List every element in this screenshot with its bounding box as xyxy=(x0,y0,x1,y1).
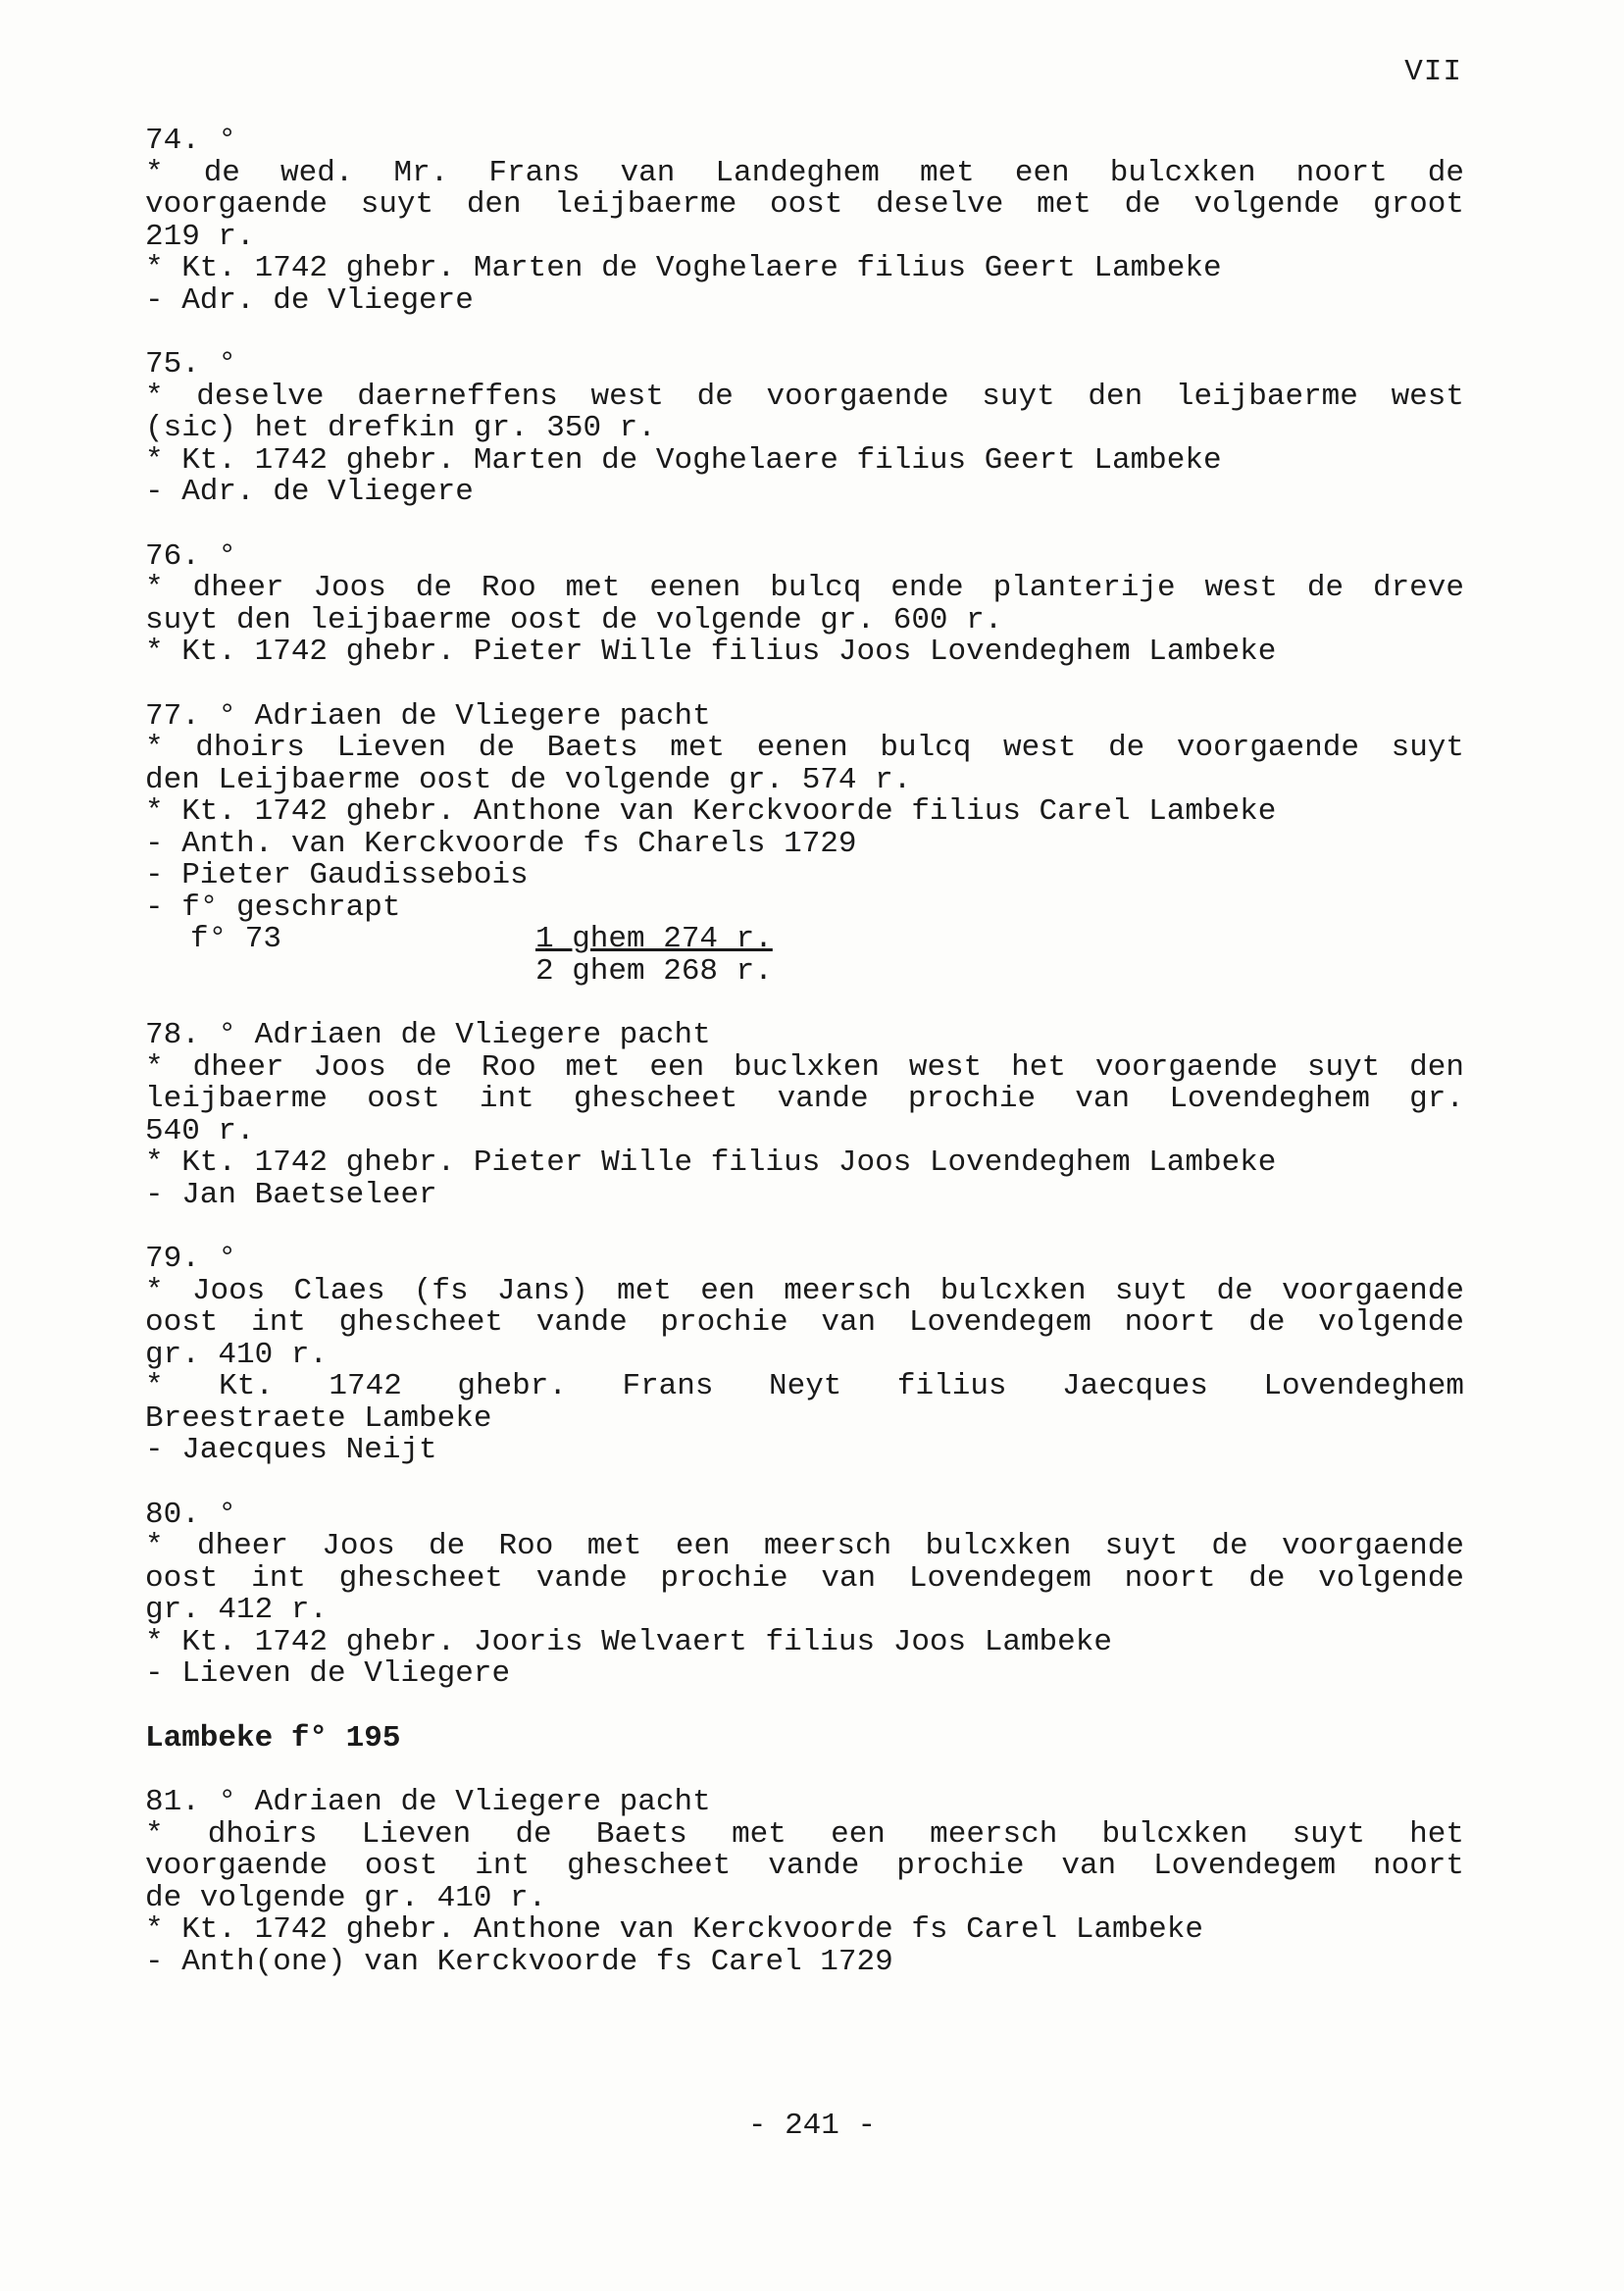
entry-line: * Kt. 1742 ghebr. Marten de Voghelaere filius Geert Lambeke xyxy=(145,251,1222,285)
entry-number: 74. ° xyxy=(145,124,237,158)
entry-line: - Lieven de Vliegere xyxy=(145,1656,511,1691)
entry-line: * dhoirs Lieven de Baets met een meersch bulcxken suyt het xyxy=(145,1816,1464,1852)
entry-line: * Kt. 1742 ghebr. Anthone van Kerckvoorde filius Carel Lambeke xyxy=(145,794,1277,829)
entry-79 xyxy=(145,1244,1464,1467)
entry-line: - Pieter Gaudissebois xyxy=(145,858,529,892)
entry-78 xyxy=(145,1020,1464,1211)
entry-75 xyxy=(145,349,1464,509)
area-sum-total: 2 ghem 268 r. xyxy=(535,953,773,989)
area-sum-line: 1 ghem 274 r. xyxy=(535,922,773,956)
entry-line: * de wed. Mr. Frans van Landeghem met een bulcxken noort de xyxy=(145,155,1464,190)
entry-number: 76. ° xyxy=(145,538,237,574)
entry-76 xyxy=(145,538,1464,669)
entry-line: * dhoirs Lieven de Baets met eenen bulcq west de voorgaende suyt xyxy=(145,731,1464,765)
entry-77 xyxy=(145,698,1464,989)
entry-line: voorgaende oost int ghescheet vande prochie van Lovendegem noort xyxy=(145,1849,1464,1883)
folio-reference: f° 73 xyxy=(190,922,282,956)
entry-74 xyxy=(145,126,1464,317)
entry-number: 79. ° xyxy=(145,1242,237,1276)
entry-number: 80. ° xyxy=(145,1497,237,1532)
entry-line: * Kt. 1742 ghebr. Pieter Wille filius Joos Lovendeghem Lambeke xyxy=(145,635,1277,669)
entry-80 xyxy=(145,1497,1464,1691)
entry-line: * Kt. 1742 ghebr. Jooris Welvaert filius Joos Lambeke xyxy=(145,1624,1112,1659)
entry-line: suyt den leijbaerme oost de volgende gr. 600 r. xyxy=(145,602,1003,637)
entry-line: * Kt. 1742 ghebr. Anthone van Kerckvoorde fs Carel Lambeke xyxy=(145,1912,1203,1947)
entry-line: * dheer Joos de Roo met een buclxken west het voorgaende suyt den xyxy=(145,1049,1464,1085)
entry-line: den Leijbaerme oost de volgende gr. 574 r. xyxy=(145,762,912,797)
entry-line: gr. 412 r. xyxy=(145,1593,329,1627)
page-roman-numeral: VII xyxy=(1404,55,1462,89)
entry-line: - Adr. de Vliegere xyxy=(145,475,474,509)
entry-line: * Kt. 1742 ghebr. Frans Neyt filius Jaecques Lovendeghem xyxy=(145,1369,1464,1403)
entry-number: 77. ° Adriaen de Vliegere pacht xyxy=(145,698,711,734)
area-calculation xyxy=(145,924,1464,988)
entry-line: * deselve daerneffens west de voorgaende suyt den leijbaerme west xyxy=(145,379,1464,414)
entry-line: - Jan Baetseleer xyxy=(145,1177,437,1212)
entry-line: - f° geschrapt xyxy=(145,890,401,925)
entry-line: voorgaende suyt den leijbaerme oost deselve met de volgende groot xyxy=(145,187,1464,222)
area-sum xyxy=(535,924,773,988)
entry-line: - Jaecques Neijt xyxy=(145,1433,437,1467)
entry-line: gr. 410 r. xyxy=(145,1337,329,1372)
entry-line: leijbaerme oost int ghescheet vande prochie van Lovendeghem gr. xyxy=(145,1082,1464,1116)
entry-line: de volgende gr. 410 r. xyxy=(145,1880,547,1915)
entry-line: * dheer Joos de Roo met eenen bulcq ende planterije west de dreve xyxy=(145,571,1464,605)
entry-line: - Anth(one) van Kerckvoorde fs Carel 1729 xyxy=(145,1944,893,1979)
entry-line: * Joos Claes (fs Jans) met een meersch bulcxken suyt de voorgaende xyxy=(145,1273,1464,1308)
entry-line: 540 r. xyxy=(145,1113,255,1148)
entry-line: oost int ghescheet vande prochie van Lovendegem noort de volgende xyxy=(145,1305,1464,1340)
entry-line: * Kt. 1742 ghebr. Marten de Voghelaere filius Geert Lambeke xyxy=(145,442,1222,478)
entry-number: 75. ° xyxy=(145,347,237,382)
section-heading: Lambeke f° 195 xyxy=(145,1720,401,1756)
entry-81 xyxy=(145,1787,1464,1978)
entry-line: * dheer Joos de Roo met een meersch bulcxken suyt de voorgaende xyxy=(145,1529,1464,1563)
entry-number: 78. ° Adriaen de Vliegere pacht xyxy=(145,1018,711,1052)
document-content xyxy=(145,126,1464,2011)
entry-line: - Anth. van Kerckvoorde fs Charels 1729 xyxy=(145,826,857,861)
entry-line: - Adr. de Vliegere xyxy=(145,282,474,318)
entry-line: Breestraete Lambeke xyxy=(145,1400,492,1436)
entry-line: * Kt. 1742 ghebr. Pieter Wille filius Joos Lovendeghem Lambeke xyxy=(145,1146,1277,1180)
entry-line: oost int ghescheet vande prochie van Lovendegem noort de volgende xyxy=(145,1560,1464,1596)
entry-line: 219 r. xyxy=(145,219,255,254)
entry-number: 81. ° Adriaen de Vliegere pacht xyxy=(145,1785,711,1819)
entry-line: (sic) het drefkin gr. 350 r. xyxy=(145,411,656,445)
page-number: - 241 - xyxy=(747,2109,877,2143)
